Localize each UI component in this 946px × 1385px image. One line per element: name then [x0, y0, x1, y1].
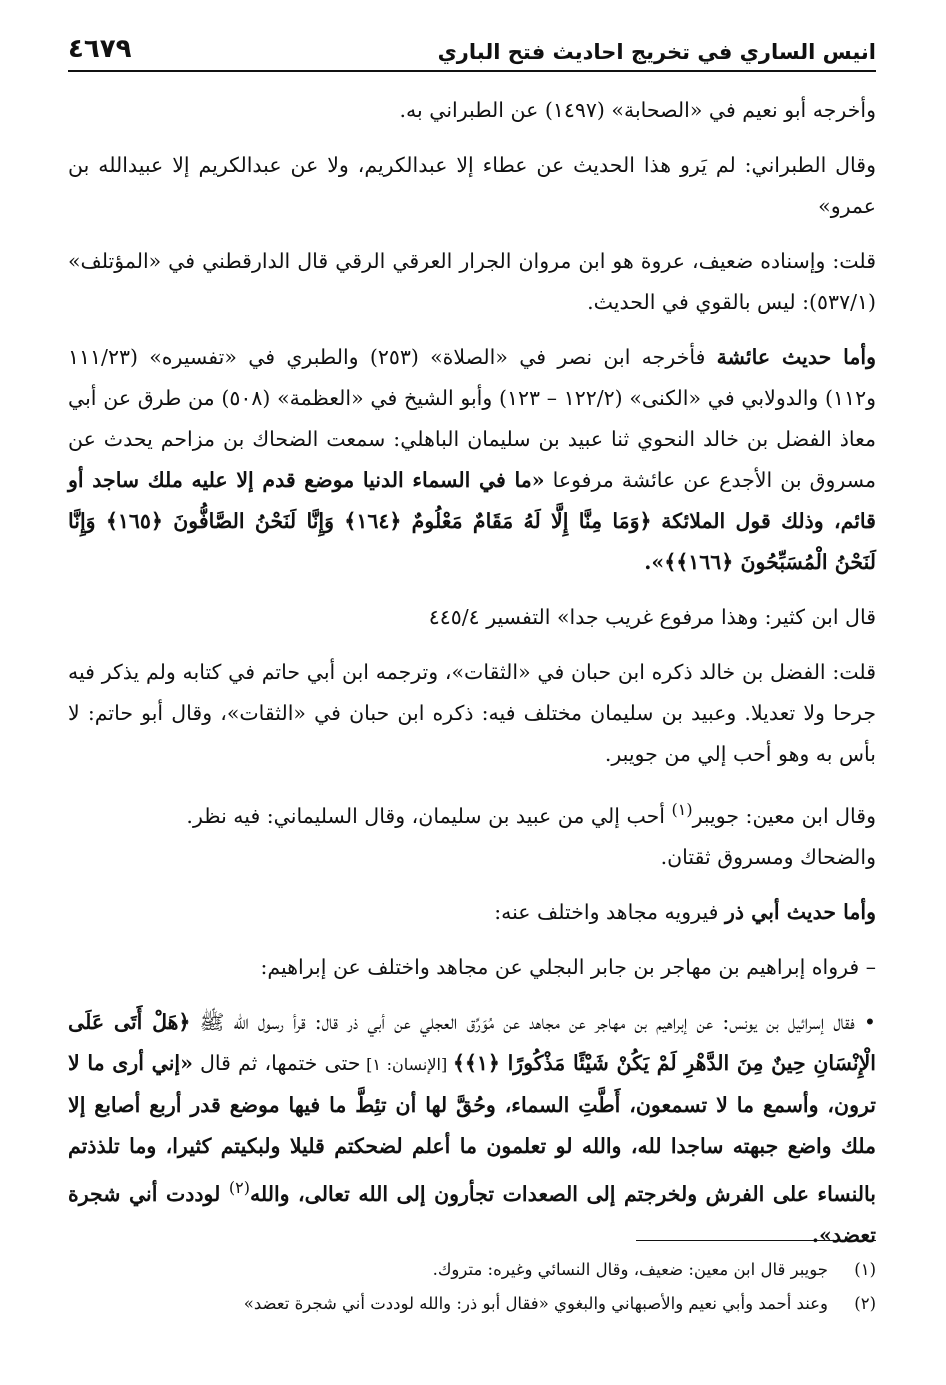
- book-title: انيس الساري في تخريج احاديث فتح الباري: [437, 40, 876, 64]
- paragraph: وأخرجه أبو نعيم في «الصحابة» (١٤٩٧) عن الطبراني به.: [399, 98, 876, 122]
- quran-verse: ﴿وَمَا مِنَّا إِلَّا لَهُ مَقَامٌ مَعْلُومٌ ﴿١٦٤﴾ وَإِنَّا لَنَحْنُ الصَّافُّونَ ﴿١٦٥﴾ وَإِنَّا لَنَحْنُ الْمُسَبِّحُونَ ﴿١٦٦﴾﴾: [68, 509, 876, 574]
- aisha-text: فأخرجه ابن نصر في «الصلاة» (٢٥٣) والطبري في «تفسيره» (١١١/٢٣ و١١٢) والدولابي في «الكنى» (١٢٢/٢ – ١٢٣) وأبو الشيخ في «العظمة» (٥٠٨) من طرق عن أبي معاذ الفضل بن خالد النحوي ثنا عبيد بن سليمان الباهلي: سمعت الضحاك بن مزاحم يحدث عن مسروق بن الأجدع عن عائشة مرفوعا: [68, 345, 876, 492]
- abu-dharr-paragraph: [68, 892, 876, 933]
- paragraph: – فرواه إبراهيم بن مهاجر بن جابر البجلي عن مجاهد واختلف عن إبراهيم:: [260, 954, 876, 979]
- ibn-maeen-text: وقال ابن معين: جويبر: [692, 803, 876, 828]
- israil-text: • فقال إسرائيل بن يونس: عن إبراهيم بن مهاجر عن مجاهد عن مُوَرِّق العجلي عن أبي ذر قال: قرأ رسول الله ﷺ: [190, 1009, 876, 1034]
- abu-dharr-text: فيرويه مجاهد واختلف عنه:: [494, 899, 725, 924]
- paragraph: قلت: وإسناده ضعيف، عروة هو ابن مروان الجرار العرقي الرقي قال الدارقطني في «المؤتلف» (٥٣٧/١): ليس بالقوي في الحديث.: [68, 249, 876, 314]
- footnotes: [68, 1240, 876, 1321]
- running-header: [68, 34, 876, 72]
- aisha-paragraph: [68, 337, 876, 583]
- hadith-quote-end: لوددت أني شجرة تعضد».: [68, 1181, 876, 1247]
- ibn-maeen-text: أحب إلي من عبيد بن سليمان، وقال السليماني: فيه نظر.: [186, 803, 672, 828]
- ibn-maeen-paragraph: [68, 789, 876, 837]
- israil-paragraph: [68, 1002, 876, 1256]
- page-number: ٤٦٧٩: [68, 34, 132, 64]
- footnote-ref[interactable]: (٢): [228, 1177, 250, 1197]
- quran-verse: ﴿هَلْ أَتَى عَلَى الْإِنْسَانِ حِينٌ مِنَ الدَّهْرِ لَمْ يَكُنْ شَيْئًا مَذْكُورًا ﴿١﴾﴾: [68, 1009, 877, 1075]
- footnote: [68, 1253, 876, 1287]
- hadith-quote: «ما في السماء الدنيا موضع قدم إلا عليه ملك ساجد أو قائم، وذلك قول الملائكة: [68, 468, 876, 533]
- section-lead: وأما حديث أبي ذر: [724, 899, 876, 924]
- footnote-number: (١): [854, 1260, 876, 1279]
- paragraph: والضحاك ومسروق ثقتان.: [660, 844, 876, 869]
- quote-end: ».: [644, 550, 665, 574]
- hadith-quote: «إني أرى ما لا ترون، وأسمع ما لا تسمعون، أَطَّتِ السماء، وحُقَّ لها أن تئِطَّ ما فيها موضع قدر أربع أصابع إلا ملك واضع جبهته ساجدا لله، والله لو تعلمون ما أعلم لضحكتم قليلا ولبكيتم كثيرا، وما تلذذتم بالنساء على الفرش ولخرجتم إلى الصعدات تجأرون إلى الله تعالى، والله: [68, 1050, 876, 1206]
- section-lead: وأما حديث عائشة: [716, 345, 876, 369]
- paragraph: قلت: الفضل بن خالد ذكره ابن حبان في «الثقات»، وترجمه ابن أبي حاتم في كتابه ولم يذكر فيه جرحا ولا تعديلا. وعبيد بن سليمان مختلف فيه: ذكره ابن حبان في «الثقات»، وقال أبو حاتم: لا بأس به وهو أحب إلي من جويبر.: [68, 660, 876, 766]
- footnote: [68, 1287, 876, 1321]
- sura-reference: [الإنسان: ١]: [360, 1054, 453, 1074]
- footnote-number: (٢): [854, 1294, 876, 1313]
- footnote-ref[interactable]: (١): [671, 800, 693, 819]
- paragraph: قال ابن كثير: وهذا مرفوع غريب جدا» التفسير ٤٤٥/٤: [428, 605, 876, 629]
- paragraph: وقال الطبراني: لم يَرو هذا الحديث عن عطاء إلا عبدالكريم، ولا عن عبدالكريم إلا عبيدالله بن عمرو»: [68, 153, 876, 218]
- footnote-divider: [636, 1240, 876, 1241]
- footnote-text: وعند أحمد وأبي نعيم والأصبهاني والبغوي «فقال أبو ذر: والله لوددت أني شجرة تعضد»: [243, 1294, 828, 1313]
- israil-text: حتى ختمها، ثم قال: [192, 1050, 361, 1075]
- footnote-text: جويبر قال ابن معين: ضعيف، وقال النسائي وغيره: متروك.: [432, 1260, 828, 1279]
